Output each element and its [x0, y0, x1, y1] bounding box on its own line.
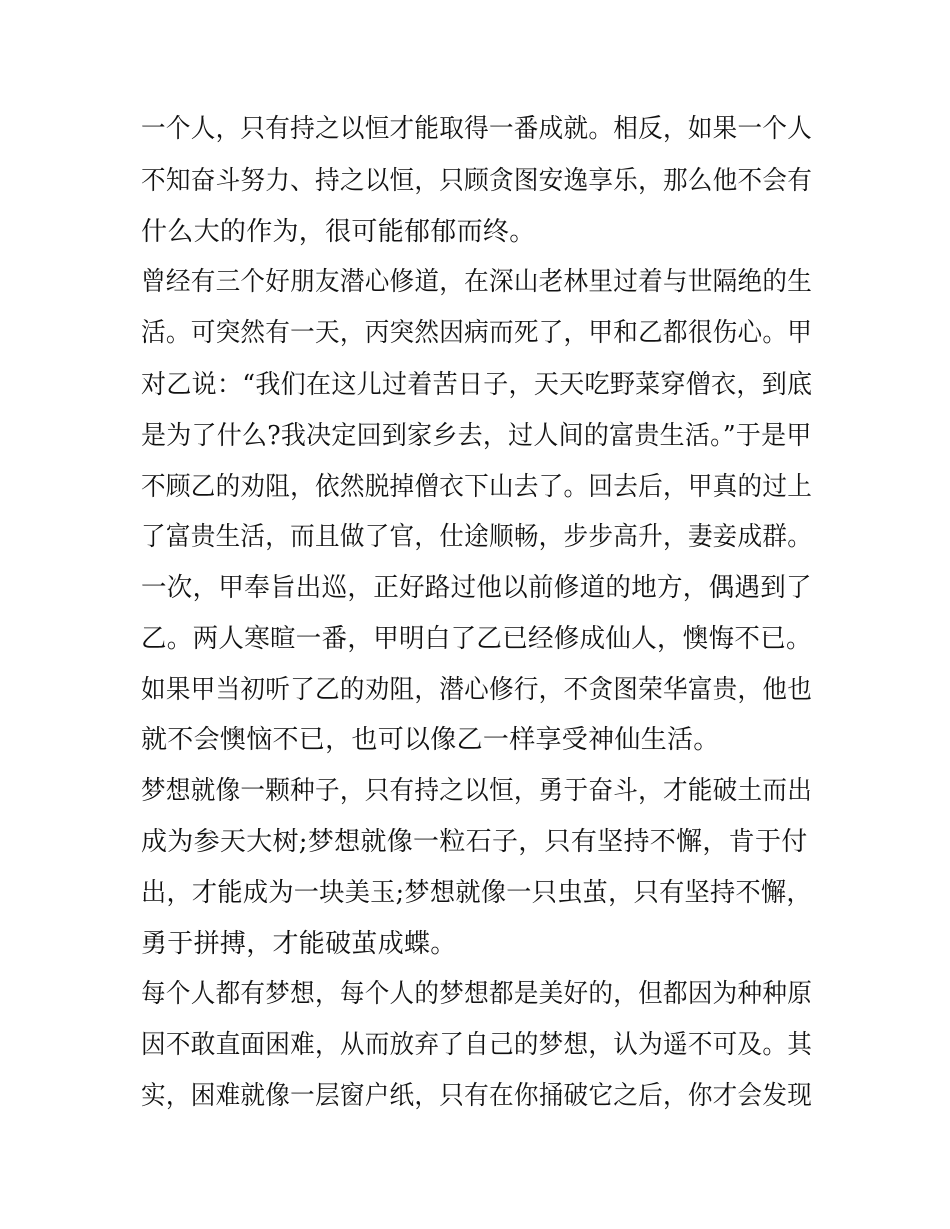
text-line: 一次，甲奉旨出巡，正好路过他以前修道的地方，偶遇到了: [141, 573, 812, 603]
text-line: 勇于拼搏，才能破茧成蝶。: [141, 929, 457, 959]
text-line: 什么大的作为，很可能郁郁而终。: [141, 217, 536, 247]
text-line: 不知奋斗努力、持之以恒，只顾贪图安逸享乐，那么他不会有: [141, 166, 813, 196]
text-line: 每个人都有梦想，每个人的梦想都是美好的，但都因为种种原: [141, 979, 813, 1009]
text-line: 如果甲当初听了乙的劝阻，潜心修行，不贪图荣华富贵，他也: [141, 675, 813, 705]
text-line: 不顾乙的劝阻，依然脱掉僧衣下山去了。回去后，甲真的过上: [141, 472, 813, 502]
text-line: 梦想就像一颗种子，只有持之以恒，勇于奋斗，才能破土而出: [141, 776, 813, 806]
text-line: 就不会懊恼不已，也可以像乙一样享受神仙生活。: [141, 725, 720, 755]
text-line: 活。可突然有一天，丙突然因病而死了，甲和乙都很伤心。甲: [141, 318, 813, 348]
text-line: 一个人，只有持之以恒才能取得一番成就。相反，如果一个人: [141, 114, 813, 144]
text-line: 对乙说：“我们在这儿过着苦日子，天天吃野菜穿僧衣，到底: [141, 370, 813, 400]
text-line: 了富贵生活，而且做了官，仕途顺畅，步步高升，妻妾成群。: [141, 522, 813, 552]
text-line: 因不敢直面困难，从而放弃了自己的梦想，认为遥不可及。其: [141, 1030, 813, 1060]
text-line: 曾经有三个好朋友潜心修道，在深山老林里过着与世隔绝的生: [141, 267, 813, 297]
text-line: 乙。两人寒暄一番，甲明白了乙已经修成仙人，懊悔不已。: [141, 624, 812, 654]
text-line: 出，才能成为一块美玉;梦想就像一只虫茧，只有坚持不懈，: [141, 878, 812, 908]
text-line: 实，困难就像一层窗户纸，只有在你捅破它之后，你才会发现: [141, 1081, 813, 1111]
text-line: 是为了什么?我决定回到家乡去，过人间的富贵生活。”于是甲: [141, 421, 812, 451]
text-line: 成为参天大树;梦想就像一粒石子，只有坚持不懈，肯于付: [141, 827, 808, 857]
